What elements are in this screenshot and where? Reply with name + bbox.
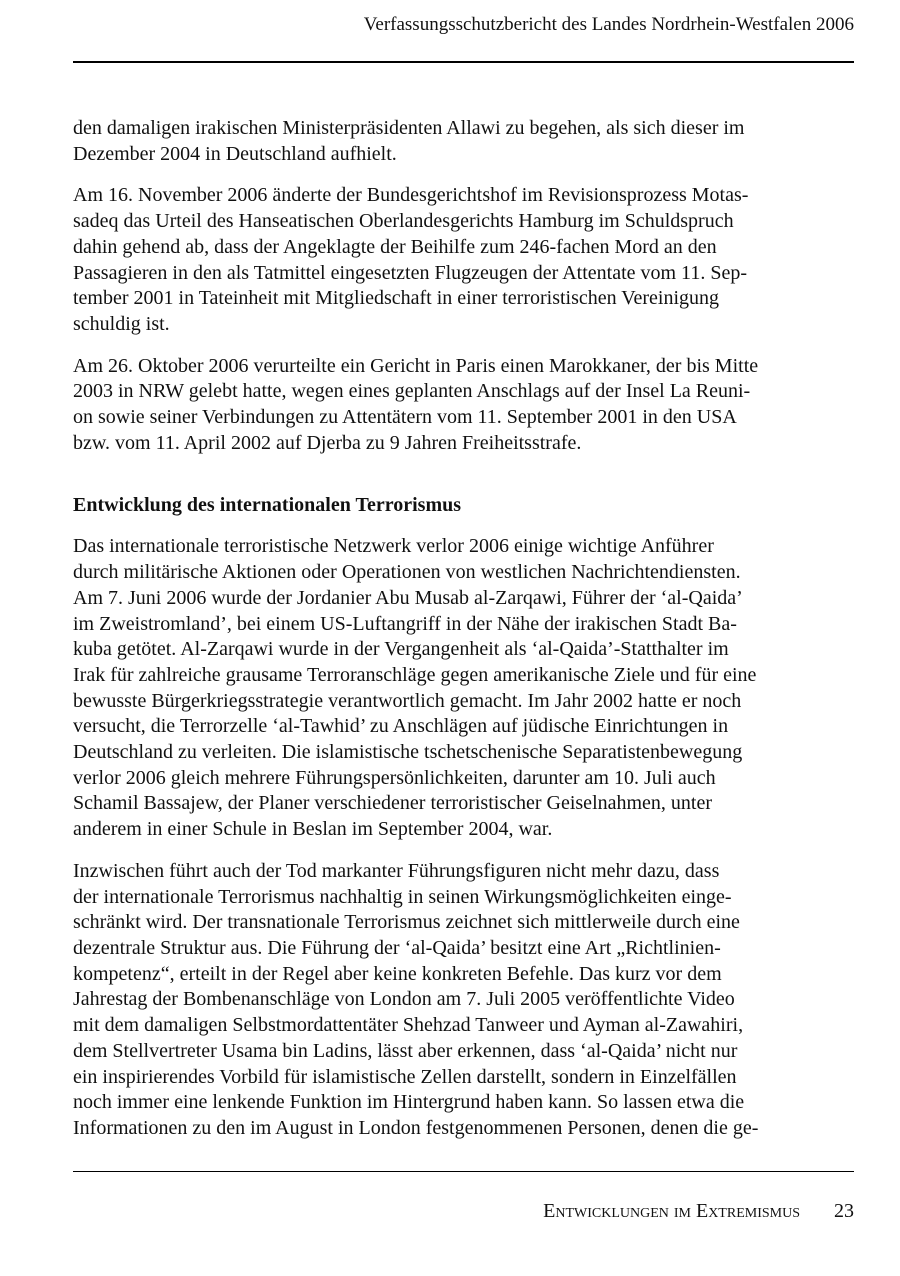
paragraph: Inzwischen führt auch der Tod markanter Führungsfiguren nicht mehr dazu, dass der internationale Terrorismus nachhaltig in seinen Wirkungsmöglichkeiten einge- schränkt wird. Der transnationale Terrorismus zeichnet sich mittlerweile durch eine dezentrale Struktur aus. Die Führung der ‘al-Qaida’ besitzt eine Art „Richtlinien- kompetenz“, erteilt in der Regel aber keine konkreten Befehle. Das kurz vor dem Jahrestag der Bombenanschläge von London am 7. Juli 2005 veröffentlichte Video mit dem damaligen Selbstmordattentäter Shehzad Tanweer und Ayman al-Zawahiri, dem Stellvertreter Usama bin Ladins, lässt aber erkennen, dass ‘al-Qaida’ nicht nur ein inspirierendes Vorbild für islamistische Zellen darstellt, sondern in Einzelfällen noch immer eine lenkende Funktion im Hintergrund haben kann. So lassen etwa die Informationen zu den im August in London festgenommenen Personen, denen die ge- bbox=[73, 859, 759, 1139]
paragraph: Das internationale terroristische Netzwerk verlor 2006 einige wichtige Anführer durch militärische Aktionen oder Operationen von westlichen Nachrichtendiensten. Am 7. Juni 2006 wurde der Jordanier Abu Musab al-Zarqawi, Führer der ‘al-Qaida’ im Zweistromland’, bei einem US-Luftangriff in der Nähe der irakischen Stadt Ba- kuba getötet. Al-Zarqawi wurde in der Vergangenheit als ‘al-Qaida’-Statthalter im Irak für zahlreiche grausame Terroranschläge gegen amerikanische Ziele und für eine bewusste Bürgerkriegsstrategie verantwortlich gemacht. Im Jahr 2002 hatte er noch versucht, die Terrorzelle ‘al-Tawhid’ zu Anschlägen auf jüdische Einrichtungen in Deutschland zu verleiten. Die islamistische tschetschenische Separatistenbewegung verlor 2006 gleich mehrere Führungspersönlichkeiten, darunter am 10. Juli auch Schamil Bassajew, der Planer verschiedener terroristischer Geiselnahmen, unter anderem in einer Schule in Beslan im September 2004, war. bbox=[73, 535, 757, 841]
footer-section-title: Entwicklungen im Extremismus bbox=[543, 1200, 800, 1222]
footer-divider bbox=[73, 1171, 854, 1172]
paragraph: den damaligen irakischen Ministerpräsidenten Allawi zu begehen, als sich dieser im Dezember 2004 in Deutschland aufhielt. bbox=[73, 117, 745, 165]
running-header: Verfassungsschutzbericht des Landes Nordrhein-Westfalen 2006 bbox=[363, 14, 854, 35]
section-heading: Entwicklung des internationalen Terrorismus bbox=[73, 494, 462, 517]
page-body bbox=[73, 116, 818, 1142]
header-divider bbox=[73, 61, 854, 63]
paragraph: Am 16. November 2006 änderte der Bundesgerichtshof im Revisionsprozess Motas- sadeq das Urteil des Hanseatischen Oberlandesgerichts Hamburg im Schuldspruch dahin gehend ab, dass der Angeklagte der Beihilfe zum 246-fachen Mord an den Passagieren in den als Tatmittel eingesetzten Flugzeugen der Attentate vom 11. Sep- tember 2001 in Tateinheit mit Mitgliedschaft in einer terroristischen Vereinigung schuldig ist. bbox=[73, 184, 749, 335]
paragraph: Am 26. Oktober 2006 verurteilte ein Gericht in Paris einen Marokkaner, der bis Mitte 2003 in NRW gelebt hatte, wegen eines geplanten Anschlags auf der Insel La Reuni- on sowie seiner Verbindungen zu Attentätern vom 11. September 2001 in den USA bzw. vom 11. April 2002 auf Djerba zu 9 Jahren Freiheitsstrafe. bbox=[73, 354, 759, 454]
page-number: 23 bbox=[834, 1200, 854, 1222]
